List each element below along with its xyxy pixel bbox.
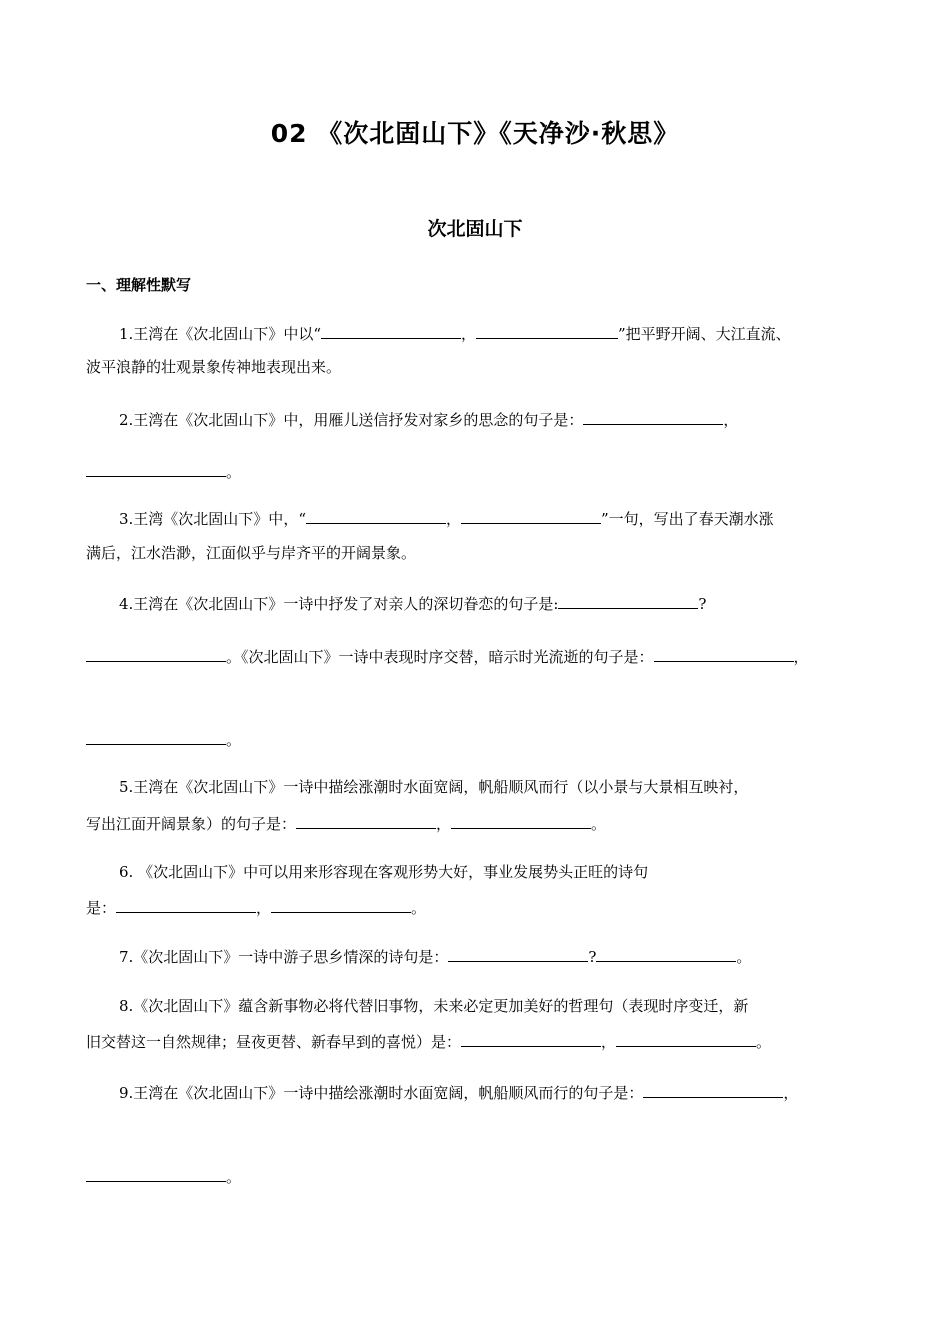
answer-blank[interactable] bbox=[596, 945, 736, 962]
question-4-line-2: 。《次北固山下》一诗中表现时序交替，暗示时光流逝的句子是： ， bbox=[86, 645, 886, 668]
question-5-line-2: 写出江面开阔景象）的句子是： ， 。 bbox=[86, 812, 886, 835]
question-6-line-2: 是： ， 。 bbox=[86, 896, 886, 919]
answer-blank[interactable] bbox=[116, 896, 256, 913]
answer-blank[interactable] bbox=[476, 322, 618, 339]
answer-blank[interactable] bbox=[654, 645, 794, 662]
question-9-line-2: 。 bbox=[86, 1165, 886, 1188]
question-8-line-2: 旧交替这一自然规律；昼夜更替、新春早到的喜悦）是： ， 。 bbox=[86, 1030, 886, 1053]
answer-blank[interactable] bbox=[583, 408, 723, 425]
question-4-line-1: 4.王湾在《次北固山下》一诗中抒发了对亲人的深切眷恋的句子是: ? bbox=[86, 592, 919, 615]
answer-blank[interactable] bbox=[86, 460, 226, 477]
question-4-line-3: 。 bbox=[86, 728, 886, 751]
question-9-line-1: 9.王湾在《次北固山下》一诗中描绘涨潮时水面宽阔，帆船顺风而行的句子是： ， bbox=[86, 1081, 919, 1104]
question-7-line-1: 7.《次北固山下》一诗中游子思乡情深的诗句是： ? 。 bbox=[86, 945, 919, 968]
answer-blank[interactable] bbox=[448, 945, 588, 962]
question-1-line-2: 波平浪静的壮观景象传神地表现出来。 bbox=[86, 358, 342, 376]
answer-blank[interactable] bbox=[86, 728, 226, 745]
question-2-line-2: 。 bbox=[86, 460, 886, 483]
answer-blank[interactable] bbox=[306, 507, 446, 524]
question-2-line-1: 2.王湾在《次北固山下》中，用雁儿送信抒发对家乡的思念的句子是： ， bbox=[86, 408, 919, 431]
answer-blank[interactable] bbox=[296, 812, 436, 829]
question-3-line-2: 满后，江水浩渺，江面似乎与岸齐平的开阔景象。 bbox=[86, 544, 417, 562]
question-3-line-1: 3.王湾《次北固山下》中，“ ， ”一句，写出了春天潮水涨 bbox=[86, 507, 919, 530]
question-6-line-1: 6. 《次北固山下》中可以用来形容现在客观形势大好，事业发展势头正旺的诗句 bbox=[119, 863, 649, 881]
question-8-line-1: 8.《次北固山下》蕴含新事物必将代替旧事物，未来必定更加美好的哲理句（表现时序变迁，新 bbox=[119, 997, 749, 1015]
answer-blank[interactable] bbox=[461, 1030, 601, 1047]
answer-blank[interactable] bbox=[86, 1165, 226, 1182]
answer-blank[interactable] bbox=[86, 645, 226, 662]
answer-blank[interactable] bbox=[451, 812, 591, 829]
page-title: 02 《次北固山下》《天净沙·秋思》 bbox=[270, 119, 680, 148]
answer-blank[interactable] bbox=[558, 592, 698, 609]
answer-blank[interactable] bbox=[461, 507, 601, 524]
answer-blank[interactable] bbox=[271, 896, 411, 913]
answer-blank[interactable] bbox=[643, 1081, 783, 1098]
section-heading: 一、理解性默写 bbox=[86, 276, 192, 294]
poem-title: 次北固山下 bbox=[427, 218, 523, 240]
question-5-line-1: 5.王湾在《次北固山下》一诗中描绘涨潮时水面宽阔，帆船顺风而行（以小景与大景相互映衬， bbox=[119, 778, 749, 796]
answer-blank[interactable] bbox=[616, 1030, 756, 1047]
question-1-line-1: 1.王湾在《次北固山下》中以“ ， ”把平野开阔、大江直流、 bbox=[86, 322, 919, 345]
answer-blank[interactable] bbox=[321, 322, 461, 339]
